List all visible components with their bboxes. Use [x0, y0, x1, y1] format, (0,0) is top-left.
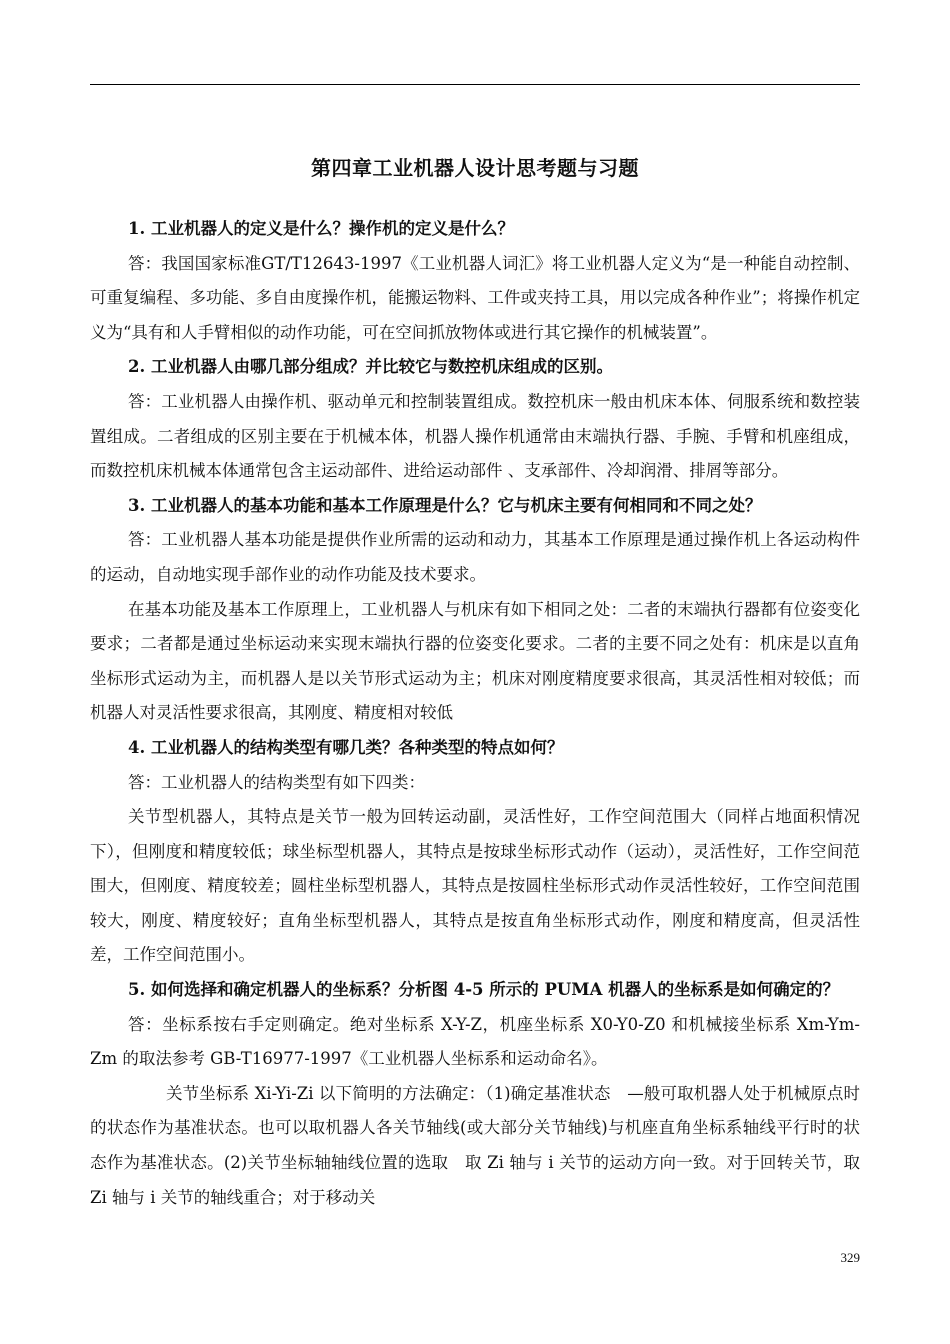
header-rule	[90, 84, 860, 85]
document-body	[90, 212, 860, 1215]
answer-1: 答：我国国家标准GT/T12643-1997《工业机器人词汇》将工业机器人定义为“是一种能自动控制、可重复编程、多功能、多自由度操作机，能搬运物料、工件或夹持工具，用以完成各种作业”；将操作机定义为“具有和人手臂相似的动作功能，可在空间抓放物体或进行其它操作的机械装置”。	[90, 253, 860, 342]
answer-3: 答：工业机器人基本功能是提供作业所需的运动和动力，其基本工作原理是通过操作机上各运动构件的运动，自动地实现手部作业的动作功能及技术要求。	[90, 530, 860, 584]
question-3: 3. 工业机器人的基本功能和基本工作原理是什么？它与机床主要有何相同和不同之处？	[128, 495, 762, 515]
question-5: 5. 如何选择和确定机器人的坐标系？分析图 4-5 所示的 PUMA 机器人的坐标系是如何确定的？	[128, 980, 840, 1000]
answer-3-continued: 在基本功能及基本工作原理上，工业机器人与机床有如下相同之处：二者的末端执行器都有位姿变化要求；二者都是通过坐标运动来实现末端执行器的位姿变化要求。二者的主要不同之处有：机床是以直角坐标形式运动为主，而机器人是以关节形式运动为主；机床对刚度精度要求很高，其灵活性相对较低；而机器人对灵活性要求很高，其刚度、精度相对较低	[90, 599, 860, 723]
question-1: 1. 工业机器人的定义是什么？操作机的定义是什么？	[128, 219, 514, 238]
answer-2: 答：工业机器人由操作机、驱动单元和控制装置组成。数控机床一般由机床本体、伺服系统和数控装置组成。二者组成的区别主要在于机械本体，机器人操作机通常由末端执行器、手腕、手臂和机座组成，而数控机床机械本体通常包含主运动部件、进给运动部件 、支承部件、冷却润滑、排屑等部分。	[90, 391, 860, 481]
page-number: 329	[840, 1250, 860, 1265]
answer-5: 答：坐标系按右手定则确定。绝对坐标系 X-Y-Z，机座坐标系 X0-Y0-Z0 和机械接坐标系 Xm-Ym-Zm 的取法参考 GB-T16977-1997《工业机器人坐标系和运动命名》。	[90, 1014, 860, 1069]
question-2: 2. 工业机器人由哪几部分组成？并比较它与数控机床组成的区别。	[128, 357, 613, 377]
question-4: 4. 工业机器人的结构类型有哪几类？各种类型的特点如何？	[128, 737, 564, 757]
page-title: 第四章工业机器人设计思考题与习题	[311, 156, 639, 180]
answer-5-continued: 关节坐标系 Xi-Yi-Zi 以下简明的方法确定：（1)确定基准状态 —般可取机器人处于机械原点时的状态作为基准状态。也可以取机器人各关节轴线(或大部分关节轴线)与机座直角坐标系轴线平行时的状态作为基准状态。(2)关节坐标轴轴线位置的选取 取 Zi 轴与 i 关节的运动方向一致。对于回转关节，取 Zi 轴与 i 关节的轴线重合；对于移动关	[90, 1083, 860, 1207]
answer-4-continued: 关节型机器人，其特点是关节一般为回转运动副，灵活性好，工作空间范围大（同样占地面积情况下），但刚度和精度较低；球坐标型机器人，其特点是按球坐标形式动作（运动），灵活性好，工作空间范围大，但刚度、精度较差；圆柱坐标型机器人，其特点是按圆柱坐标形式动作灵活性较好，工作空间范围较大，刚度、精度较好；直角坐标型机器人，其特点是按直角坐标形式动作，刚度和精度高，但灵活性差，工作空间范围小。	[90, 807, 860, 965]
answer-4: 答：工业机器人的结构类型有如下四类：	[128, 772, 425, 792]
